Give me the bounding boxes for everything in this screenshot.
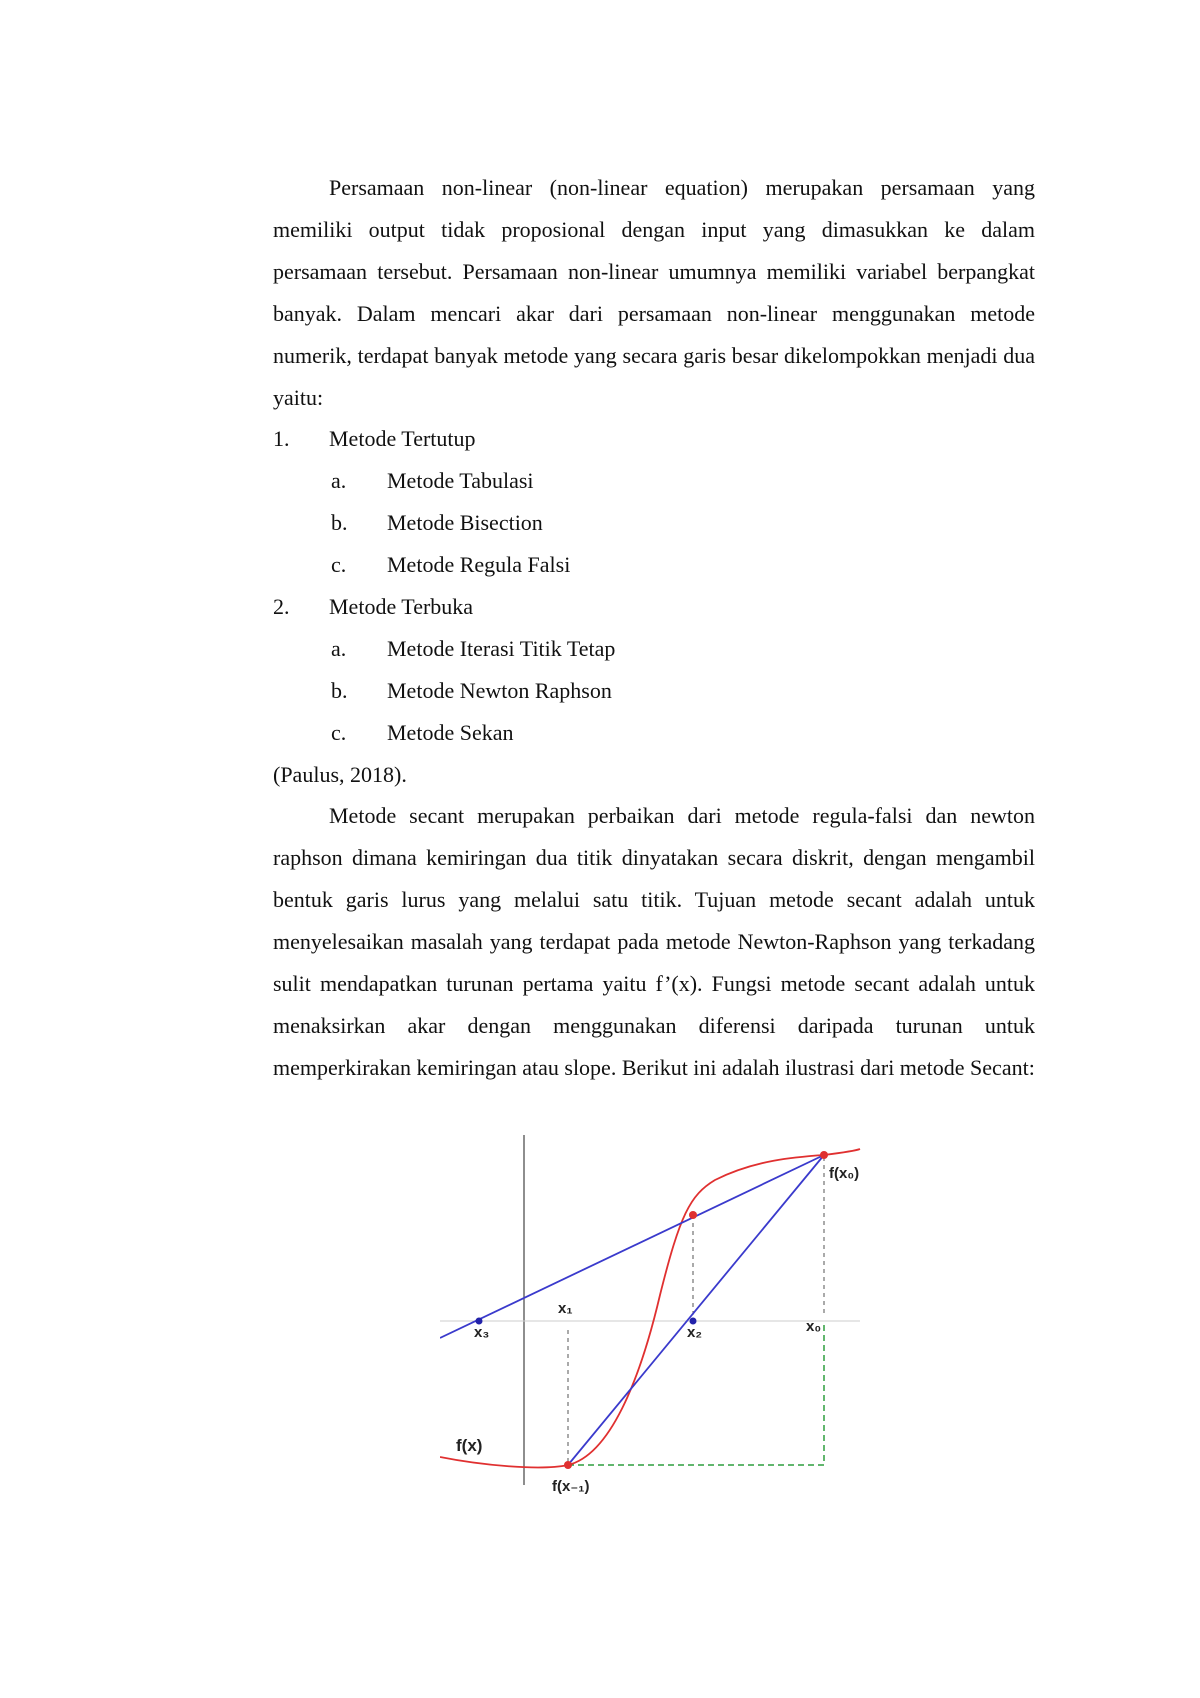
sub-label: Metode Tabulasi (387, 468, 534, 494)
method-list (273, 418, 1035, 753)
sub-label: Metode Newton Raphson (387, 677, 612, 703)
sub-letter: b. (331, 677, 348, 703)
secant-paragraph: Metode secant merupakan perbaikan dari metode regula-falsi dan newton raphson dimana kemiringan dua titik dinyatakan secara diskrit, dengan mengambil bentuk garis lurus yang melalui satu titik. Tujuan metode secant adalah untuk menyelesaikan masalah yang terdapat pada metode Newton-Raphson yang terkadang sulit mendapatkan turunan pertama yaitu f’(x). Fungsi metode secant adalah untuk menaksirkan akar dengan menggunakan diferensi daripada turunan untuk memperkirakan kemiringan atau slope. Berikut ini adalah ilustrasi dari metode Secant: (273, 803, 1035, 1080)
list-number: 2. (273, 594, 290, 619)
sub-letter: a. (331, 468, 347, 494)
secant-diagram (440, 1135, 870, 1515)
intro-paragraph: Persamaan non-linear (non-linear equation) merupakan persamaan yang memiliki output tidak proposional dengan input yang dimasukkan ke dalam persamaan tersebut. Persamaan non-linear umumnya memiliki variabel berpangkat banyak. Dalam mencari akar dari persamaan non-linear menggunakan metode numerik, terdapat banyak metode yang secara garis besar dikelompokkan menjadi dua yaitu: (273, 175, 1035, 410)
sub-label: Metode Iterasi Titik Tetap (387, 635, 616, 661)
sub-letter: c. (331, 719, 347, 745)
label-fx0: f(x₀) (829, 1165, 860, 1182)
list-label: Metode Tertutup (329, 426, 476, 452)
label-fxm1: f(x₋₁) (552, 1478, 590, 1495)
label-x2: x₂ (687, 1324, 703, 1341)
sub-item-newton-raphson (273, 670, 1035, 712)
sub-letter: c. (331, 552, 347, 578)
sub-item-sekan (273, 712, 1035, 754)
label-x3: x₃ (474, 1324, 490, 1341)
sub-label: Metode Sekan (387, 719, 514, 745)
label-x1: x₁ (558, 1300, 573, 1317)
list-number: 1. (273, 426, 290, 452)
document-body (273, 167, 1035, 1089)
secant-line-2 (440, 1155, 824, 1338)
point-fxm1 (564, 1461, 572, 1469)
secant-illustration (440, 1135, 870, 1515)
label-x0: x₀ (806, 1318, 822, 1335)
sub-label: Metode Regula Falsi (387, 552, 571, 578)
point-intersection (689, 1211, 697, 1219)
list-item-open-methods (273, 586, 1035, 628)
sub-item-regula-falsi (273, 544, 1035, 586)
sub-label: Metode Bisection (387, 510, 543, 536)
citation: (Paulus, 2018). (273, 761, 407, 787)
sub-item-tabulasi (273, 460, 1035, 502)
sub-letter: a. (331, 635, 347, 661)
sub-item-fixed-point (273, 628, 1035, 670)
secant-line-1 (568, 1155, 824, 1465)
sub-letter: b. (331, 510, 348, 536)
label-fx: f(x) (456, 1436, 483, 1455)
list-label: Metode Terbuka (329, 594, 474, 619)
sub-item-bisection (273, 502, 1035, 544)
list-item-closed-methods (273, 418, 1035, 460)
point-fx0 (820, 1151, 828, 1159)
